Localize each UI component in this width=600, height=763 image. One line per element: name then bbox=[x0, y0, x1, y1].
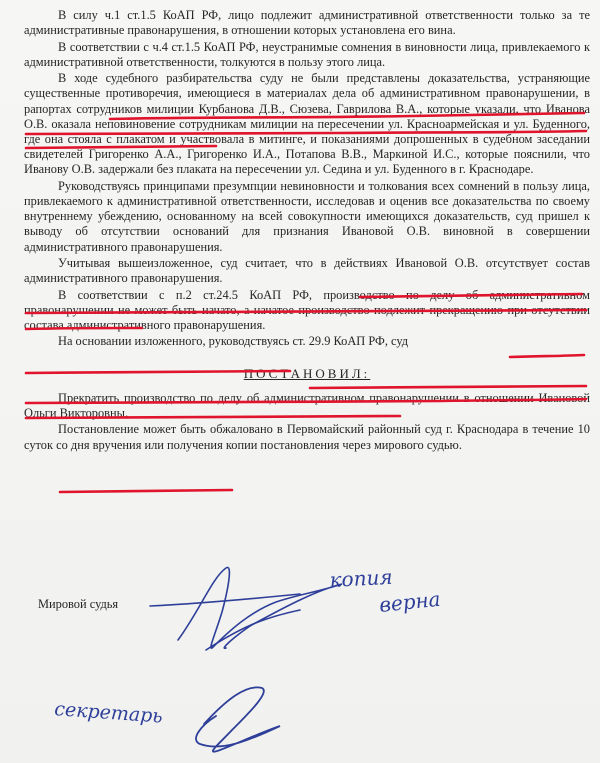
paragraph-presumption: Руководствуясь принципами презумпции невиновности и толкования всех сомнений в пользу лица, привлекаемого к административной ответственности, исследовав и оценив все доказательства по своему внутреннему убеждению, основанному на всей совокупности имеющихся доказательств, суд пришел к выводу об отсутствии оснований для признания Ивановой О.В. виновной в совершении административного правонарушения. bbox=[24, 178, 590, 254]
ruling-heading bbox=[24, 366, 590, 381]
document-body bbox=[24, 8, 590, 454]
ruling-terminate: Прекратить производство по делу об административном правонарушении в отношении Ивановой Ольги Викторовны. bbox=[24, 390, 590, 420]
secretary-label: секретарь bbox=[53, 698, 164, 728]
ruling-appeal: Постановление может быть обжаловано в Первомайский районный суд г. Краснодара в течение 10 суток со дня вручения или получения копии постановления через мирового судью. bbox=[24, 422, 590, 452]
paragraph-article-24-5: В соответствии с п.2 ст.24.5 КоАП РФ, производство по делу об административном правонарушении не может быть начато, а начатое производство подлежит прекращению при отсутствии состава административного правонарушения. bbox=[24, 287, 590, 332]
paragraph-article-1-5-part-4: В соответствии с ч.4 ст.1.5 КоАП РФ, неустранимые сомнения в виновности лица, привлекаемого к административной ответственности, толкуются в пользу этого лица. bbox=[24, 39, 590, 69]
paragraph-article-1-5-part-1: В силу ч.1 ст.1.5 КоАП РФ, лицо подлежит административной ответственности только за те административные правонарушения, в отношении которых установлена его вина. bbox=[24, 8, 590, 38]
paragraph-proceedings: В ходе судебного разбирательства суду не были представлены доказательства, устраняющие существенные противоречия, имеющиеся в материалах дела об административном правонарушении, в рапортах сотрудников милиции Курбанова Д.В., Сюзева, Гаврилова В.А., которые указали, что Иванова О.В. оказала неповиновение сотрудникам милиции на пересечении ул. Красноармейская и ул. Буденного, где она стояла с плакатом и участвовала в митинге, и показаниями допрошенных в судебном заседании свидетелей Григоренко А.А., Григоренко И.А., Потапова В.В., Маркиной И.С., которые пояснили, что Иванову О.В. задержали без плаката на пересечении ул. Седина и ул. Буденного в г. Краснодаре. bbox=[24, 71, 590, 177]
judge-label: Мировой судья bbox=[38, 597, 119, 611]
paragraph-basis: На основании изложенного, руководствуясь ст. 29.9 КоАП РФ, суд bbox=[58, 334, 409, 349]
paragraph-conclusion: Учитывая вышеизложенное, суд считает, что в действиях Ивановой О.В. отсутствует состав административного правонарушения. bbox=[24, 256, 590, 286]
secretary-signature bbox=[54, 687, 280, 751]
copy-line-1: копия bbox=[329, 564, 394, 592]
secretary-scribble bbox=[196, 687, 280, 751]
judge-signature bbox=[150, 567, 342, 650]
copy-line-2: верна bbox=[378, 586, 442, 617]
ruling-heading-text: ПОСТАНОВИЛ: bbox=[243, 365, 371, 381]
underline-terminate bbox=[60, 490, 232, 492]
handwritten-copy-certification bbox=[329, 565, 442, 617]
